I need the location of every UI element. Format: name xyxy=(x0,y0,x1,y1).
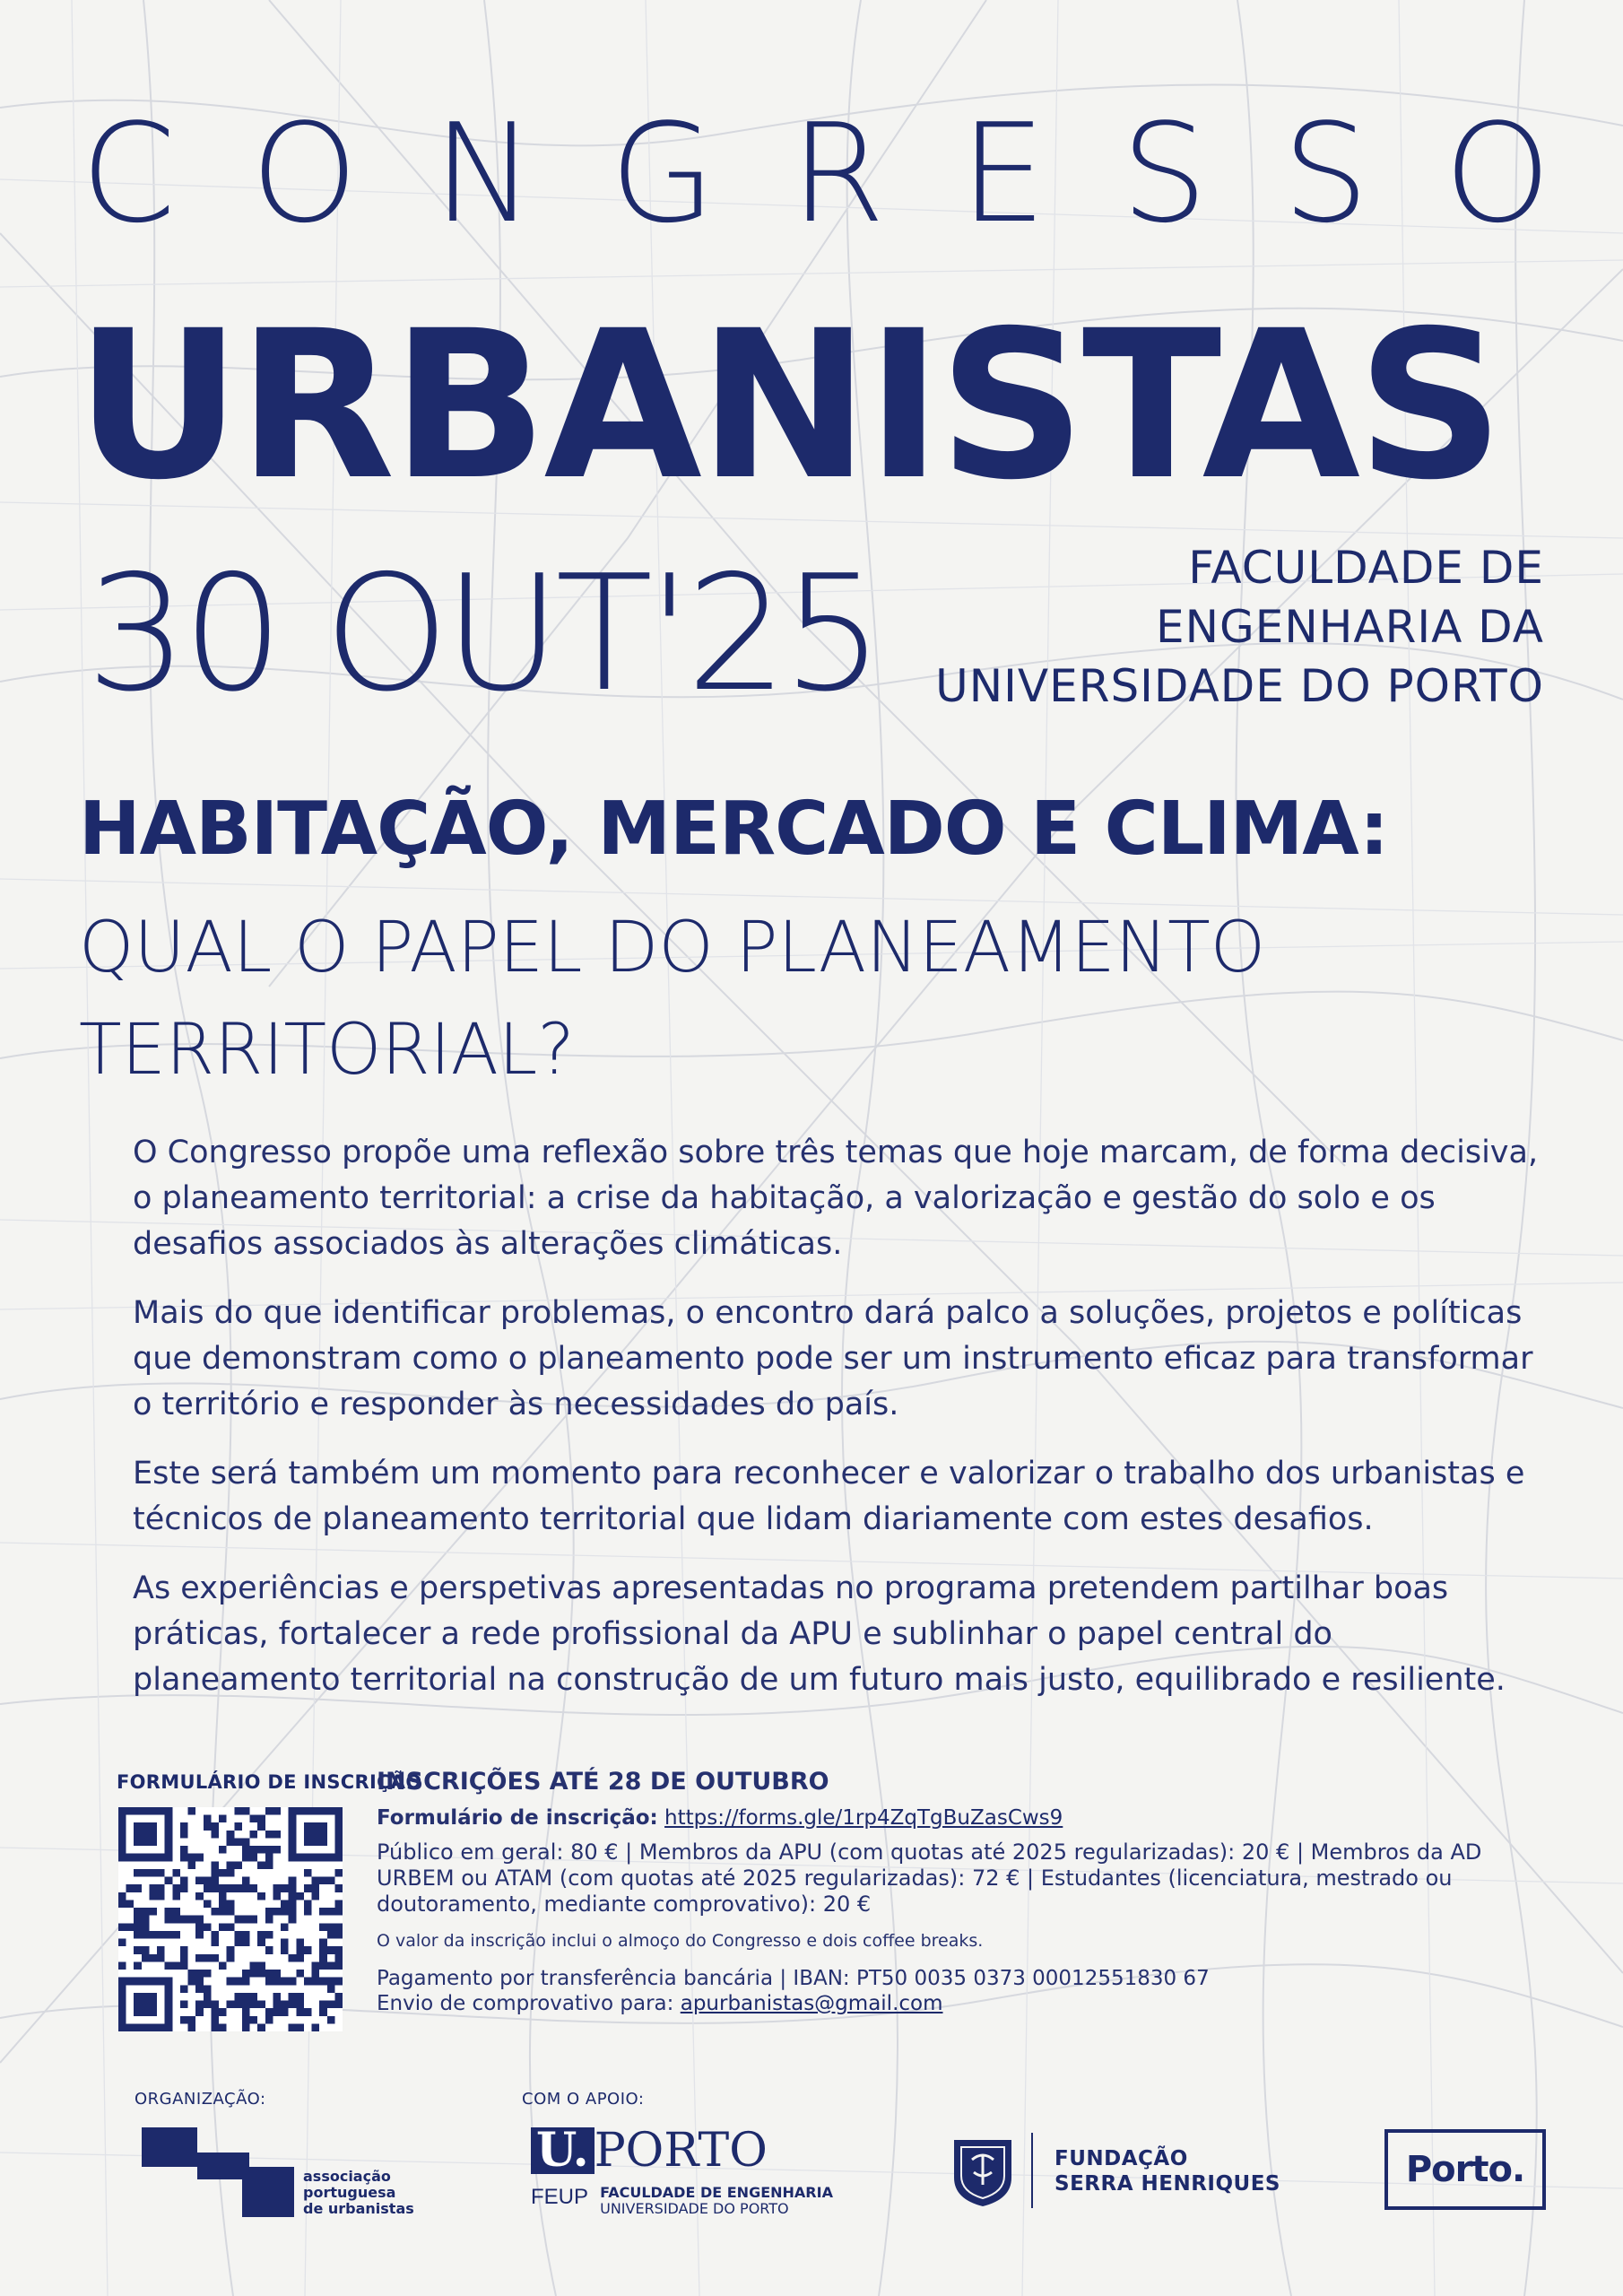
theme-subheadline-line: TERRITORIAL? xyxy=(79,1010,575,1091)
feup-line: UNIVERSIDADE DO PORTO xyxy=(600,2200,789,2217)
prices: Público em geral: 80 € | Membros da APU (com quotas até 2025 regularizadas): 20 € | Membros da AD URBEM ou ATAM (com quotas até 2025 regularizadas): 72 € | Estudantes (licenciatura, mestrado ou doutoramento, mediante comprovativo): 20 € xyxy=(377,1839,1482,1917)
proof-line xyxy=(377,1991,1560,2016)
qr-code[interactable] xyxy=(118,1807,343,2031)
title-letter: R xyxy=(790,94,886,253)
price-note: O valor da inscrição inclui o almoço do Congresso e dois coffee breaks. xyxy=(377,1931,984,1951)
theme-subheadline xyxy=(79,897,1265,1101)
apu-logo-icon xyxy=(142,2127,294,2217)
support-label: COM O APOIO: xyxy=(522,2090,645,2109)
description-paragraph: Mais do que identificar problemas, o encontro dará palco a soluções, projetos e políticas que demonstram como o planeamento pode ser um instrumento eficaz para transformar o território e responder às necessidades do país. xyxy=(133,1295,1533,1422)
description-paragraph: As experiências e perspetivas apresentadas no programa pretendem partilhar boas práticas, fortalecer a rede profissional da APU e sublinhar o papel central do planeamento territorial na construção de um futuro mais justo, equilibrado e resiliente. xyxy=(133,1570,1506,1698)
title-letter: E xyxy=(959,94,1046,253)
venue-line: FACULDADE DE xyxy=(1188,542,1544,594)
venue xyxy=(935,538,1544,716)
proof-label: Envio de comprovativo para: xyxy=(377,1992,674,2015)
apu-name xyxy=(303,2169,414,2217)
description xyxy=(133,1130,1549,1726)
uporto-u: U. xyxy=(531,2127,595,2174)
apu-name-line: portuguesa xyxy=(303,2184,396,2201)
theme-subheadline-line: QUAL O PAPEL DO PLANEAMENTO xyxy=(79,908,1266,988)
organization-label: ORGANIZAÇÃO: xyxy=(135,2090,266,2109)
title-letter: O xyxy=(1444,94,1551,253)
title-letter: G xyxy=(610,94,716,253)
feup-lines xyxy=(600,2185,833,2217)
feup-code: FEUP xyxy=(531,2185,589,2209)
porto-logo xyxy=(1384,2129,1546,2210)
event-date: 30 OUT'25 xyxy=(86,541,879,726)
form-label: Formulário de inscrição: xyxy=(377,1806,658,1830)
form-line xyxy=(377,1805,1560,1831)
fsh-name-line: SERRA HENRIQUES xyxy=(1055,2172,1280,2196)
payment-info: Pagamento por transferência bancária | IBAN: PT50 0035 0373 00012551830 67 xyxy=(377,1967,1210,1990)
qr-label: FORMULÁRIO DE INSCRIÇÃO xyxy=(117,1771,422,1793)
fsh-emblem-icon xyxy=(950,2133,1015,2208)
apu-name-line: de urbanistas xyxy=(303,2200,414,2217)
fsh-name-line: FUNDAÇÃO xyxy=(1055,2147,1188,2170)
title-congresso xyxy=(81,94,1551,253)
porto-logo-text: Porto. xyxy=(1405,2149,1525,2190)
title-letter: C xyxy=(81,94,177,253)
title-letter: O xyxy=(250,94,359,253)
description-paragraph: Este será também um momento para reconhecer e valorizar o trabalho dos urbanistas e técnicos de planeamento territorial que lidam diariamente com estes desafios. xyxy=(133,1456,1525,1537)
fsh-name xyxy=(1055,2146,1280,2196)
theme-headline: HABITAÇÃO, MERCADO E CLIMA: xyxy=(79,787,1388,872)
title-letter: S xyxy=(1121,94,1208,253)
registration-heading: INSCRIÇÕES ATÉ 28 DE OUTUBRO xyxy=(377,1768,829,1796)
feup-line: FACULDADE DE ENGENHARIA xyxy=(600,2184,833,2201)
title-letter: N xyxy=(432,94,535,253)
uporto-logo xyxy=(531,2123,768,2178)
description-paragraph: O Congresso propõe uma reflexão sobre três temas que hoje marcam, de forma decisiva, o planeamento territorial: a crise da habitação, a valorização e gestão do solo e os desafios associados às alterações climáticas. xyxy=(133,1135,1539,1262)
title-letter: S xyxy=(1282,94,1369,253)
feup-logo xyxy=(531,2185,833,2217)
fsh-divider xyxy=(1031,2133,1033,2208)
title-urbanistas: URBANISTAS xyxy=(75,286,1501,525)
uporto-word: PORTO xyxy=(594,2124,768,2178)
proof-email-link[interactable]: apurbanistas@gmail.com xyxy=(680,1992,943,2015)
venue-line: ENGENHARIA DA xyxy=(1156,601,1544,653)
venue-line: UNIVERSIDADE DO PORTO xyxy=(935,660,1544,712)
registration-info xyxy=(377,1770,1560,2016)
apu-name-line: associação xyxy=(303,2168,391,2185)
form-link[interactable]: https://forms.gle/1rp4ZqTgBuZasCws9 xyxy=(664,1806,1063,1830)
